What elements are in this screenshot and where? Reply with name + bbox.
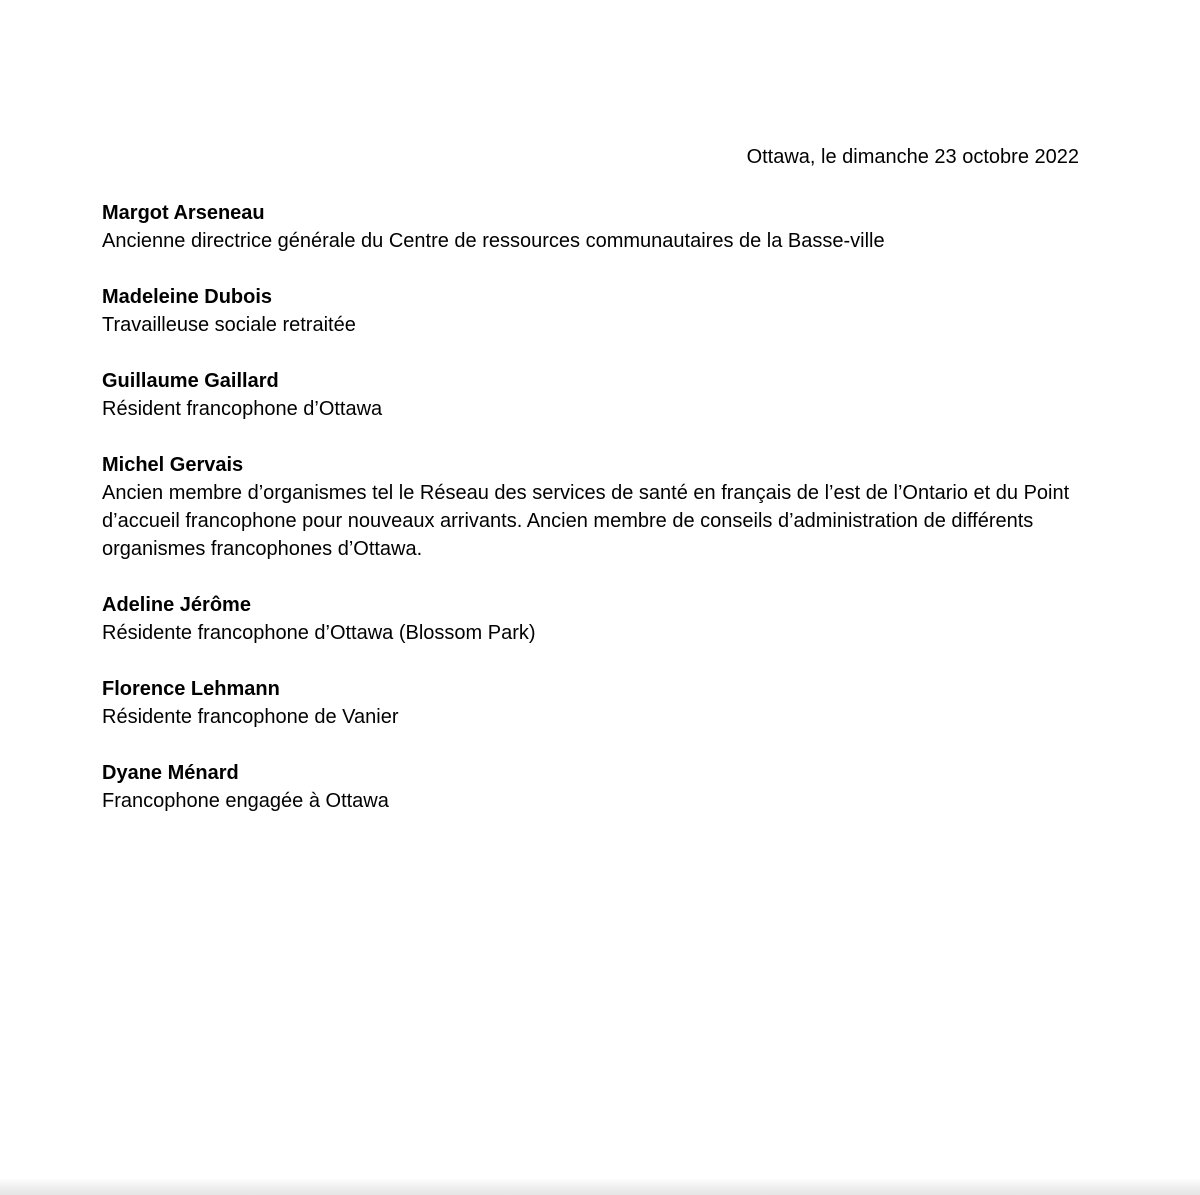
signatory-list bbox=[102, 199, 1072, 843]
signatory-name: Guillaume Gaillard bbox=[102, 370, 279, 392]
signatory-entry bbox=[102, 451, 1072, 563]
signatory-description: Francophone engagée à Ottawa bbox=[102, 790, 389, 812]
signatory-name: Dyane Ménard bbox=[102, 762, 239, 784]
signatory-description: Ancien membre d’organismes tel le Réseau des services de santé en français de l’est de l’Ontario et du Point d’accueil francophone pour nouveaux arrivants. Ancien membre de conseils d’administration de différents organismes francophones d’Ottawa. bbox=[102, 482, 1070, 560]
signatory-entry bbox=[102, 199, 1072, 255]
page-bottom-edge bbox=[0, 1178, 1200, 1195]
signatory-entry bbox=[102, 759, 1072, 815]
signatory-entry bbox=[102, 283, 1072, 339]
signatory-description: Résident francophone d’Ottawa bbox=[102, 398, 383, 420]
signatory-name: Margot Arseneau bbox=[102, 202, 265, 224]
signatory-name: Madeleine Dubois bbox=[102, 286, 273, 308]
signatory-name: Adeline Jérôme bbox=[102, 594, 251, 616]
signatory-entry bbox=[102, 675, 1072, 731]
signatory-entry bbox=[102, 591, 1072, 647]
signatory-description: Résidente francophone d’Ottawa (Blossom Park) bbox=[102, 622, 536, 644]
signatory-name: Michel Gervais bbox=[102, 454, 244, 476]
signatory-description: Ancienne directrice générale du Centre de ressources communautaires de la Basse-ville bbox=[102, 230, 885, 252]
signatory-name: Florence Lehmann bbox=[102, 678, 280, 700]
signatory-description: Résidente francophone de Vanier bbox=[102, 706, 399, 728]
date-line: Ottawa, le dimanche 23 octobre 2022 bbox=[746, 146, 1079, 168]
signatory-entry bbox=[102, 367, 1072, 423]
signatory-description: Travailleuse sociale retraitée bbox=[102, 314, 356, 336]
